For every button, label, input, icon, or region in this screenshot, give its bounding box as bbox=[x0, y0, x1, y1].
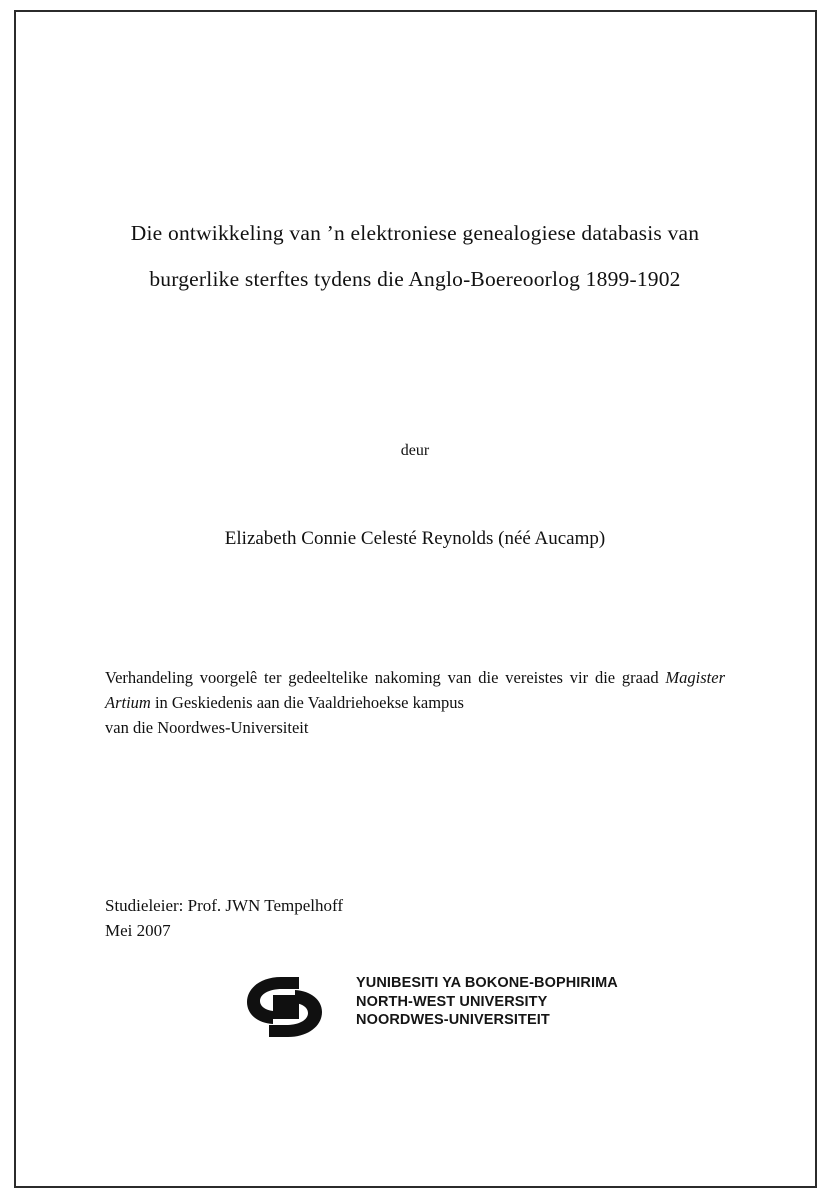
nwu-logo-icon bbox=[243, 975, 353, 1039]
statement-part-3: van die Noordwes-Universiteit bbox=[105, 718, 309, 737]
statement-part-1: Verhandeling voorgelê ter gedeeltelike nakoming van die vereistes vir die graad bbox=[105, 668, 666, 687]
logo-line-2: NORTH-WEST UNIVERSITY bbox=[356, 993, 548, 1010]
date-line: Mei 2007 bbox=[105, 921, 171, 940]
statement-part-2: in Geskiedenis aan die Vaaldriehoekse kampus bbox=[150, 693, 464, 712]
university-logo bbox=[243, 970, 673, 1042]
author-name: Elizabeth Connie Celesté Reynolds (néé Aucamp) bbox=[224, 528, 606, 549]
byline: deur bbox=[400, 442, 430, 459]
supervisor-line: Studieleier: Prof. JWN Tempelhoff bbox=[105, 896, 344, 915]
title-line-1: Die ontwikkeling van ’n elektroniese genealogiese databasis van bbox=[130, 221, 700, 245]
title-page-content bbox=[100, 10, 730, 1188]
page-title bbox=[100, 210, 730, 302]
logo-line-1: YUNIBESITI YA BOKONE-BOPHIRIMA bbox=[356, 975, 618, 991]
logo-line-3: NOORDWES-UNIVERSITEIT bbox=[356, 1012, 550, 1028]
degree-statement-paragraph bbox=[105, 665, 725, 715]
title-line-2: burgerlike sterftes tydens die Anglo-Boereoorlog 1899-1902 bbox=[149, 267, 681, 291]
degree-name: Magister Artium bbox=[105, 668, 725, 712]
supervisor-block bbox=[105, 893, 605, 943]
degree-statement bbox=[105, 665, 725, 740]
logo-text bbox=[356, 974, 618, 1030]
